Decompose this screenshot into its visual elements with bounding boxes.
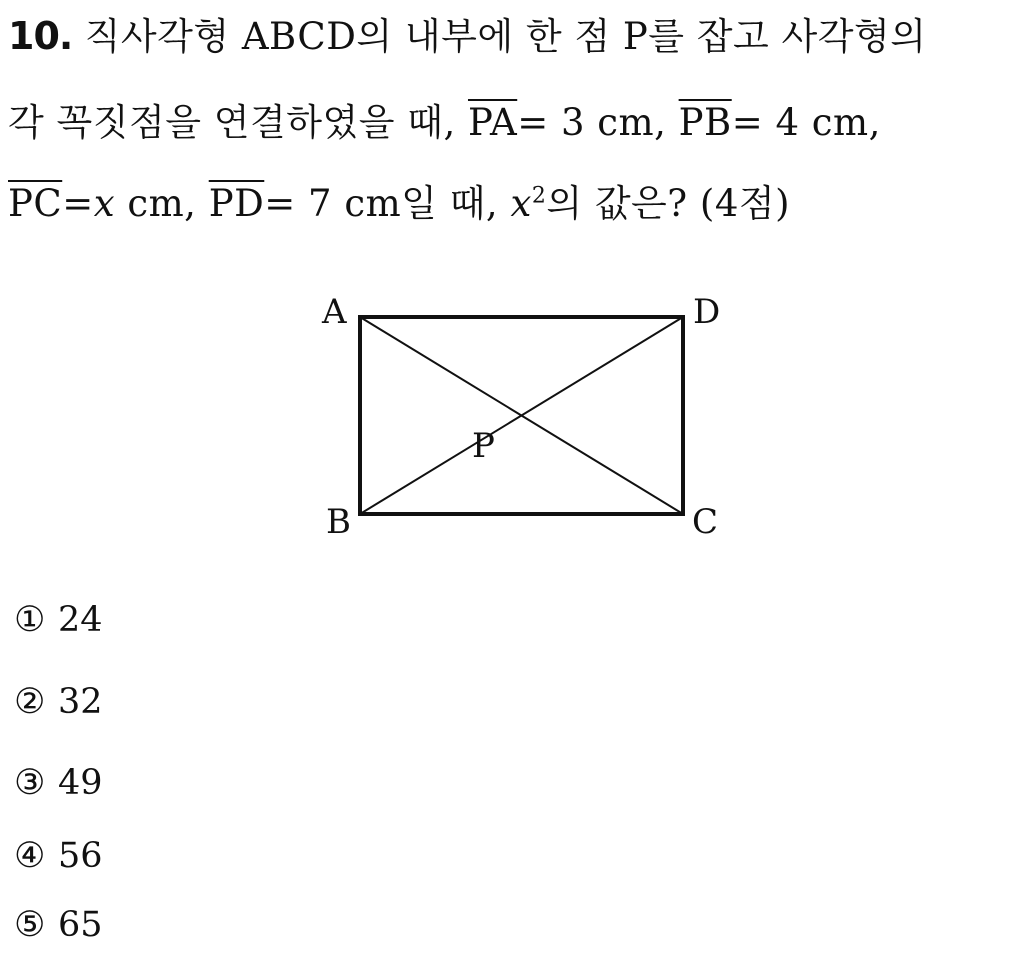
variable-x: x bbox=[93, 182, 116, 225]
choice-2-mark: ② bbox=[14, 682, 46, 722]
segment-pc-label: $\overline{PC}$ bbox=[8, 182, 63, 225]
segment-pc-unit: cm, bbox=[115, 182, 197, 225]
segment-pd-label: $\overline{PD}$ bbox=[208, 182, 265, 225]
question-tail: 의 값은? (4점) bbox=[546, 182, 791, 225]
choice-3-mark: ③ bbox=[14, 763, 46, 803]
question-number: 10. bbox=[8, 14, 73, 58]
variable-x-squared: x bbox=[510, 182, 532, 225]
choice-3-value: 49 bbox=[58, 763, 103, 803]
question-line-2 bbox=[8, 92, 881, 146]
segment-pc-eq: = bbox=[62, 182, 94, 225]
choice-5-mark: ⑤ bbox=[14, 905, 46, 945]
question-text-line-2: 각 꼭짓점을 연결하였을 때, bbox=[8, 101, 456, 144]
choice-1-mark: ① bbox=[14, 600, 46, 640]
question-line-1 bbox=[8, 6, 927, 60]
choice-1[interactable] bbox=[14, 600, 103, 640]
choice-2[interactable] bbox=[14, 682, 103, 722]
segment-pa-label: $\overline{PA}$ bbox=[467, 101, 518, 144]
vertex-a-label: A bbox=[322, 292, 347, 332]
choice-5[interactable] bbox=[14, 905, 103, 945]
vertex-d-label: D bbox=[693, 292, 721, 332]
choice-4-value: 56 bbox=[58, 836, 103, 876]
vertex-b-label: B bbox=[326, 502, 351, 542]
segment-pb-value: = 4 cm, bbox=[731, 101, 881, 144]
rectangle-diagram bbox=[300, 280, 760, 550]
vertex-c-label: C bbox=[692, 502, 719, 542]
choice-2-value: 32 bbox=[58, 682, 103, 722]
question-text-line-1: 직사각형 ABCD의 내부에 한 점 P를 잡고 사각형의 bbox=[84, 15, 927, 58]
choice-5-value: 65 bbox=[58, 905, 103, 945]
choice-1-value: 24 bbox=[58, 600, 103, 640]
point-p-label: P bbox=[472, 426, 495, 466]
choice-4-mark: ④ bbox=[14, 836, 46, 876]
segment-pd-value: = 7 cm일 때, bbox=[264, 182, 499, 225]
choice-4[interactable] bbox=[14, 836, 103, 876]
question-line-3 bbox=[8, 173, 790, 227]
exponent: 2 bbox=[531, 183, 547, 209]
segment-pa-value: = 3 cm, bbox=[517, 101, 667, 144]
rectangle-figure bbox=[300, 280, 760, 550]
choice-3[interactable] bbox=[14, 763, 103, 803]
segment-pb-label: $\overline{PB}$ bbox=[678, 101, 732, 144]
